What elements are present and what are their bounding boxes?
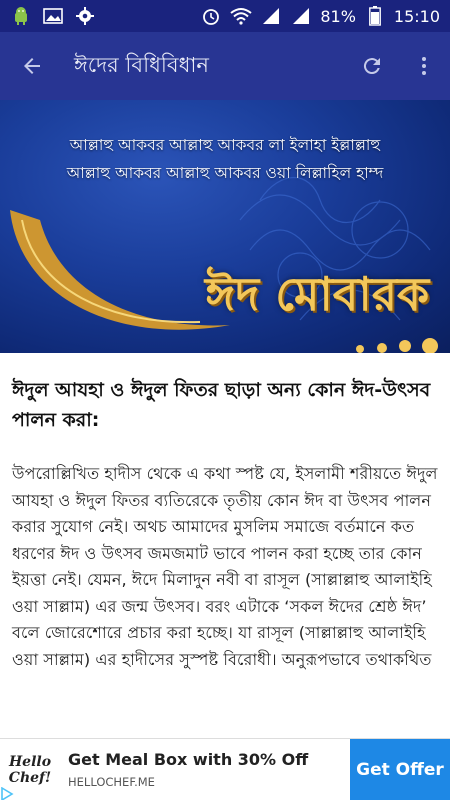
wifi-icon	[230, 5, 252, 27]
refresh-icon	[360, 54, 384, 78]
android-icon	[10, 5, 32, 27]
adchoices-icon[interactable]	[0, 786, 14, 800]
logo-line-1: Hello	[8, 753, 52, 770]
banner-takbir-line-2: আল্লাহু আকবর আল্লাহু আকবর ওয়া লিল্লাহিল হাম্দ	[66, 164, 384, 182]
ad-domain: HELLOCHEF.ME	[68, 775, 155, 789]
back-button[interactable]	[0, 32, 64, 100]
image-icon	[42, 5, 64, 27]
signal-icon	[290, 5, 312, 27]
battery-percent: 81%	[320, 6, 356, 26]
gear-icon	[74, 5, 96, 27]
article-body: উপরোল্লিখিত হাদীস থেকে এ কথা স্পষ্ট যে, ইসলামী শরীয়তে ঈদুল আযহা ও ঈদুল ফিতর ব্যতিরেকে তৃতীয় কোন ঈদ বা উৎসব পালন করার সুযোগ নেই। অথচ আমাদের মুসলিম সমাজে বর্তমানে কত ধরণের ঈদ ও উৎসব জমজমাট ভাবে পালন করা হচ্ছে তার কোন ইয়ত্তা নেই। যেমন, ঈদে মিলাদুন নবী বা রাসূল (সাল্লাল্লাহু আলাইহি ওয়া সাল্লাম) এর জন্ম উৎসব। বরং এটাকে ‘সকল ঈদের শ্রেষ্ঠ ঈদ’ বলে জোরেশোরে প্রচার করা হচ্ছে। যা রাসূল (সাল্লাল্লাহু আলাইহি ওয়া সাল্লাম) এর হাদীসের সুস্পষ্ট বিরোধী। অনুরূপভাবে তথাকথিত	[12, 464, 438, 669]
refresh-button[interactable]	[346, 32, 398, 100]
battery-icon	[364, 5, 386, 27]
article-heading: ঈদুল আযহা ও ঈদুল ফিতর ছাড়া অন্য কোন ঈদ-উৎসব পালন করা:	[12, 379, 431, 431]
page-title: ঈদের বিধিবিধান	[74, 52, 209, 77]
signal-icon	[260, 5, 282, 27]
more-options-button[interactable]	[398, 32, 450, 100]
ad-banner[interactable]	[0, 738, 450, 800]
more-vert-icon	[412, 54, 436, 78]
app-bar	[0, 32, 450, 100]
back-arrow-icon	[20, 54, 44, 78]
alarm-icon	[200, 5, 222, 27]
banner-eid-mubarak-text: ঈদ মোবারক	[205, 267, 430, 321]
get-offer-button[interactable]: Get Offer	[350, 739, 450, 800]
clock: 15:10	[393, 6, 440, 26]
banner-takbir-line-1: আল্লাহু আকবর আল্লাহু আকবর লা ইলাহা ইল্লাল্লাহু	[69, 136, 381, 154]
eid-banner-image	[0, 100, 450, 353]
article-content	[0, 353, 450, 738]
ad-headline[interactable]: Get Meal Box with 30% Off	[68, 750, 309, 769]
logo-line-2: Chef!	[8, 769, 52, 786]
status-bar	[0, 0, 450, 32]
